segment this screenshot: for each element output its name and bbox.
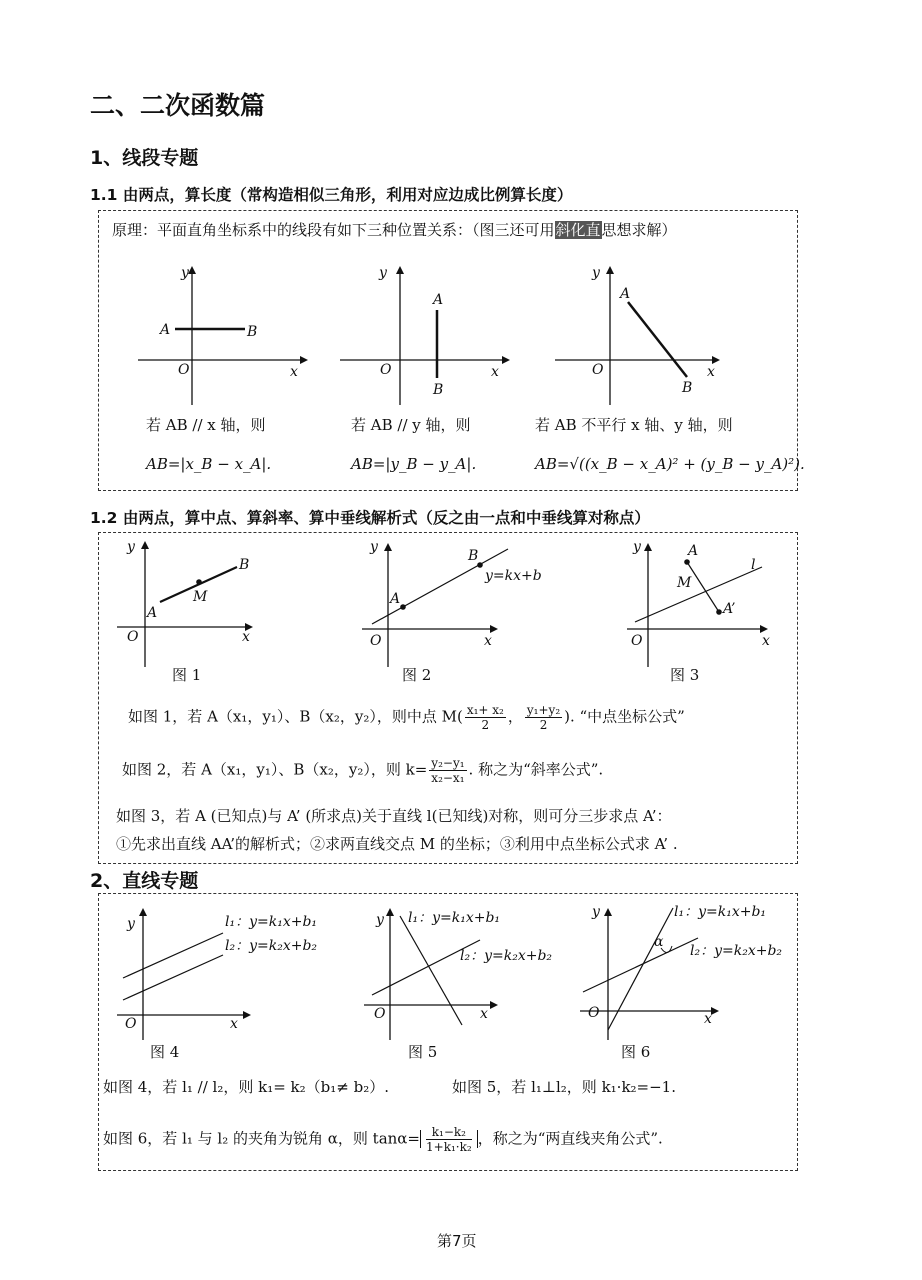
perpendicular-condition-text: 如图 5，若 l₁⊥l₂，则 k₁·k₂=−1. bbox=[452, 1078, 676, 1096]
axis-y-label: y bbox=[370, 539, 378, 555]
figure-2-slope bbox=[360, 537, 550, 677]
section-heading-lines: 2、直线专题 bbox=[90, 870, 199, 892]
origin-label: O bbox=[588, 1005, 600, 1021]
axis-x-label: x bbox=[230, 1016, 238, 1032]
symmetry-text-line1: 如图 3，若 A (已知点)与 A’ (所求点)关于直线 l(已知线)对称，则可分三步求点 A’： bbox=[116, 807, 672, 825]
origin-label: O bbox=[631, 633, 643, 649]
subsection-heading-midpoint: 1.2 由两点，算中点、算斜率、算中垂线解析式（反之由一点和中垂线算对称点） bbox=[90, 509, 650, 527]
figure-3-caption: 图 3 bbox=[670, 666, 700, 684]
origin-label: O bbox=[374, 1006, 386, 1022]
origin-label: O bbox=[178, 362, 190, 378]
diagram-oblique bbox=[550, 260, 730, 400]
origin-label: O bbox=[380, 362, 392, 378]
highlight-term: 斜化直 bbox=[555, 221, 601, 239]
axis-x-label: x bbox=[762, 633, 770, 649]
point-b-label: B bbox=[247, 324, 258, 340]
origin-label: O bbox=[125, 1016, 137, 1032]
line-l2-equation: l₂：y=k₂x+b₂ bbox=[225, 938, 318, 954]
point-a-prime-label: A’ bbox=[723, 601, 736, 617]
axis-x-label: x bbox=[484, 633, 492, 649]
line-l-label: l bbox=[751, 557, 756, 573]
line-l1-equation: l₁：y=k₁x+b₁ bbox=[225, 914, 318, 930]
axis-x-label: x bbox=[290, 364, 298, 380]
point-m-label: M bbox=[677, 575, 692, 591]
axis-y-label: y bbox=[181, 265, 189, 281]
case1-condition: 若 AB // x 轴，则 bbox=[146, 416, 266, 434]
figure-6-caption: 图 6 bbox=[621, 1043, 651, 1061]
point-b-label: B bbox=[433, 382, 444, 398]
point-a-label: A bbox=[160, 322, 171, 338]
case2-condition: 若 AB // y 轴，则 bbox=[351, 416, 471, 434]
axis-y-label: y bbox=[592, 265, 600, 281]
point-a-label: A bbox=[147, 605, 158, 621]
point-a-label: A bbox=[390, 591, 401, 607]
figure-5-caption: 图 5 bbox=[408, 1043, 438, 1061]
line-equation-label: y=kx+b bbox=[485, 568, 542, 584]
diagram-parallel-y bbox=[335, 260, 515, 400]
axis-x-label: x bbox=[480, 1006, 488, 1022]
line-l2-equation: l₂：y=k₂x+b₂ bbox=[460, 948, 553, 964]
figure-5-perpendicular bbox=[362, 900, 592, 1045]
figure-2-caption: 图 2 bbox=[402, 666, 432, 684]
axis-y-label: y bbox=[592, 904, 600, 920]
case1-formula: AB=|x_B − x_A|. bbox=[146, 455, 272, 473]
page-number: 第7页 bbox=[437, 1232, 477, 1250]
figure-6-angle bbox=[578, 900, 793, 1045]
line-l1-equation: l₁：y=k₁x+b₁ bbox=[674, 904, 767, 920]
line-l1-equation: l₁：y=k₁x+b₁ bbox=[408, 910, 501, 926]
figure-1-midpoint bbox=[115, 537, 265, 677]
figure-4-parallel bbox=[115, 900, 345, 1045]
parallel-condition-text: 如图 4，若 l₁ // l₂，则 k₁= k₂（b₁≠ b₂）. bbox=[103, 1078, 389, 1096]
midpoint-formula-line: 如图 1，若 A（x₁，y₁）、B（x₂，y₂），则中点 M( $\frac{\text{x₁+ x₂}}{2}$ ， $\frac{\text{y₁+y₂}}{2}$ ). “中点坐标公式” bbox=[128, 703, 685, 732]
axis-x-label: x bbox=[242, 629, 250, 645]
slope-formula-line: 如图 2，若 A（x₁，y₁）、B（x₂，y₂），则 k= $\frac{\text{y₂−y₁}}{\text{x₂−x₁}}$ . 称之为“斜率公式”. bbox=[122, 756, 604, 785]
symmetry-text-line2: ①先求出直线 AA’的解析式；②求两直线交点 M 的坐标；③利用中点坐标公式求 A’ . bbox=[116, 835, 678, 853]
page-title: 二、二次函数篇 bbox=[90, 91, 266, 120]
case3-formula: AB=√((x_B − x_A)² + (y_B − y_A)²). bbox=[535, 455, 805, 473]
case3-condition: 若 AB 不平行 x 轴、y 轴，则 bbox=[535, 416, 733, 434]
point-a-label: A bbox=[620, 286, 631, 302]
point-b-label: B bbox=[682, 380, 693, 396]
figure-1-caption: 图 1 bbox=[172, 666, 202, 684]
subsection-heading-length: 1.1 由两点，算长度（常构造相似三角形，利用对应边成比例算长度） bbox=[90, 186, 573, 204]
axis-y-label: y bbox=[127, 916, 135, 932]
point-a-label: A bbox=[433, 292, 444, 308]
principle-text: 原理：平面直角坐标系中的线段有如下三种位置关系：（图三还可用斜化直思想求解） bbox=[112, 221, 677, 239]
section-heading-segments: 1、线段专题 bbox=[90, 147, 199, 169]
axis-x-label: x bbox=[491, 364, 499, 380]
line-l2-equation: l₂：y=k₂x+b₂ bbox=[690, 943, 783, 959]
axis-y-label: y bbox=[633, 539, 641, 555]
axis-y-label: y bbox=[376, 912, 384, 928]
axis-x-label: x bbox=[704, 1011, 712, 1027]
point-a-label: A bbox=[688, 543, 699, 559]
origin-label: O bbox=[370, 633, 382, 649]
point-b-label: B bbox=[468, 548, 479, 564]
case2-formula: AB=|y_B − y_A|. bbox=[351, 455, 477, 473]
axis-x-label: x bbox=[707, 364, 715, 380]
point-m-label: M bbox=[193, 589, 208, 605]
axis-y-label: y bbox=[379, 265, 387, 281]
origin-label: O bbox=[592, 362, 604, 378]
angle-alpha-label: α bbox=[654, 934, 664, 950]
point-b-label: B bbox=[239, 557, 250, 573]
axis-y-label: y bbox=[127, 539, 135, 555]
diagram-parallel-x bbox=[130, 260, 310, 380]
angle-formula-line: 如图 6，若 l₁ 与 l₂ 的夹角为锐角 α，则 tanα= $\frac{\text{k₁−k₂}}{\text{1+k₁·k₂}}$ ，称之为“两直线夹角公式”. bbox=[103, 1125, 663, 1154]
figure-3-symmetry bbox=[625, 537, 775, 677]
figure-4-caption: 图 4 bbox=[150, 1043, 180, 1061]
origin-label: O bbox=[127, 629, 139, 645]
